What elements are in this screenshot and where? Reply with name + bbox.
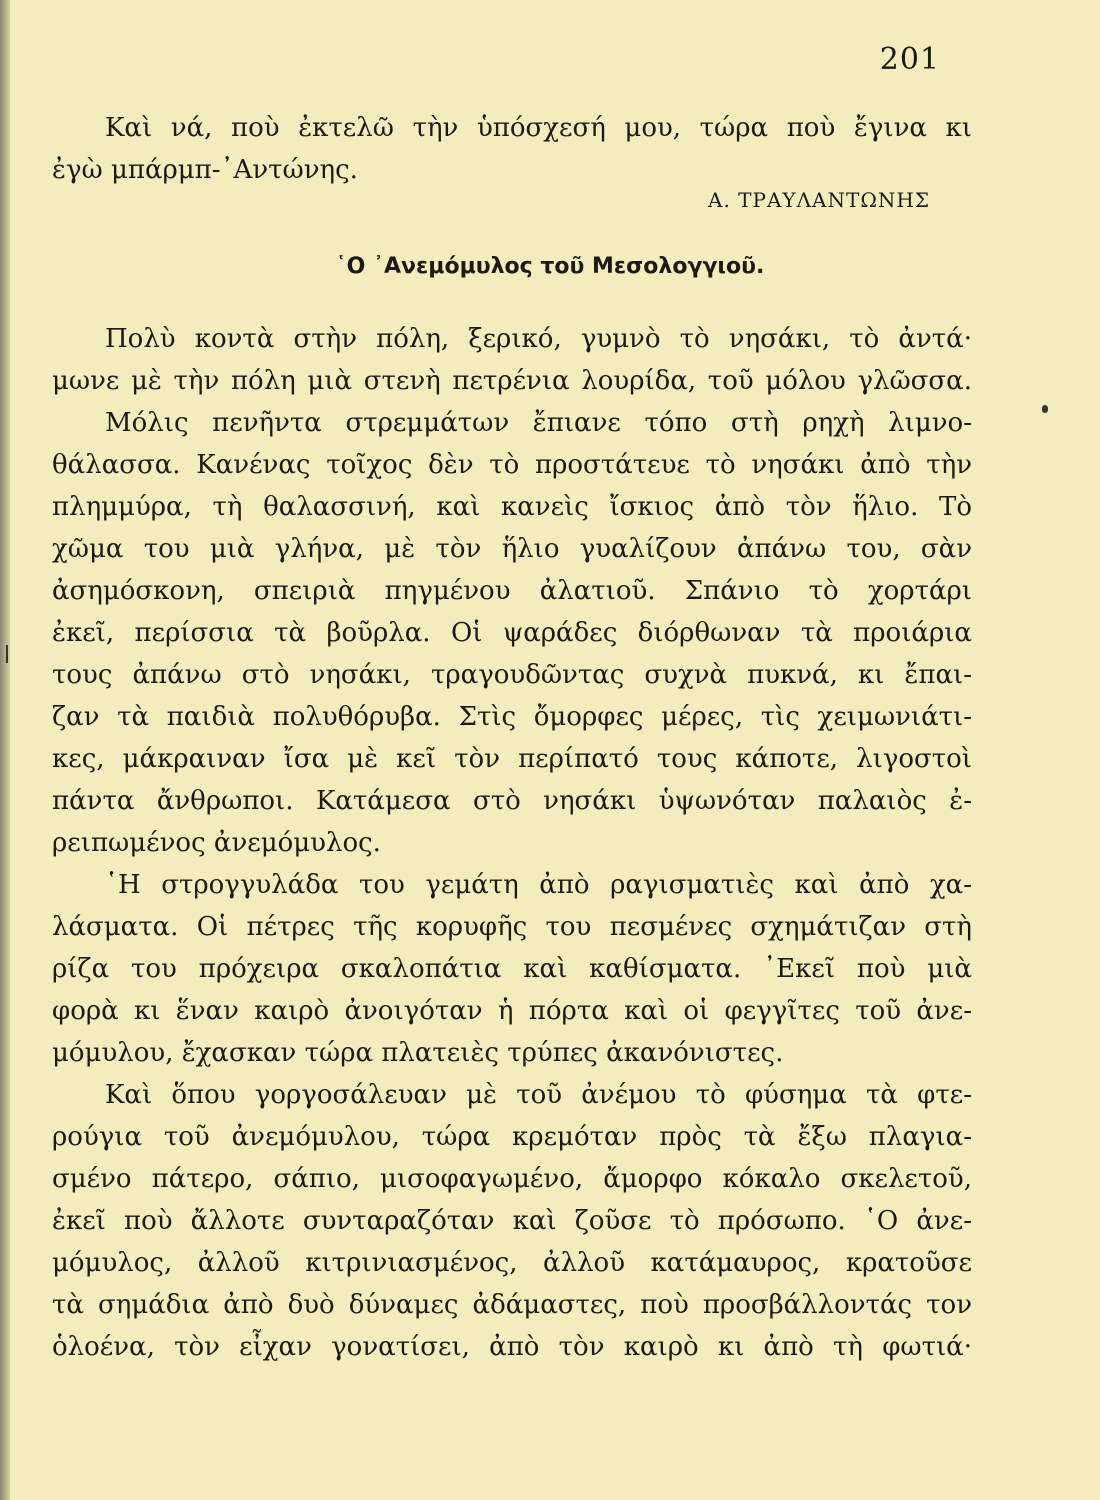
text-line: σμένο πάτερο, σάπιο, μισοφαγωμένο, ἄμορφο κόκαλο σκελετοῦ, — [52, 1164, 972, 1194]
text-line: ζαν τὰ παιδιὰ πολυθόρυβα. Στὶς ὄμορφες μέρες, τὶς χειμωνιάτι- — [52, 702, 972, 732]
text-line: μόμυλου, ἔχασκαν τώρα πλατειὲς τρύπες ἀκανόνιστες. — [52, 1038, 784, 1068]
text-line: θάλασσα. Κανένας τοῖχος δὲν τὸ προστάτευε τὸ νησάκι ἀπὸ τὴν — [52, 450, 972, 480]
margin-mark — [6, 645, 8, 663]
text-line: Μόλις πενῆντα στρεμμάτων ἔπιανε τόπο στὴ ρηχὴ λιμνο- — [105, 408, 972, 438]
section-title: ῾Ο ᾿Ανεμόμυλος τοῦ Μεσολογγιοῦ. — [335, 254, 765, 279]
text-line: τὰ σημάδια ἀπὸ δυὸ δύναμες ἀδάμαστες, ποὺ προσβάλλοντάς τον — [52, 1290, 972, 1320]
intro-line: ἐγὼ μπάρμπ-᾿Αντώνης. — [52, 155, 358, 185]
text-line: ρειπωμένος ἀνεμόμυλος. — [52, 828, 381, 858]
text-line: κες, μάκραιναν ἴσα μὲ κεῖ τὸν περίπατό τους κάποτε, λιγοστοὶ — [52, 744, 972, 774]
text-line: ἐκεῖ, περίσσια τὰ βοῦρλα. Οἱ ψαράδες διόρθωναν τὰ προιάρια — [52, 618, 972, 648]
text-line: χῶμα του μιὰ γλήνα, μὲ τὸν ἥλιο γυαλίζουν ἀπάνω του, σὰν — [52, 534, 972, 564]
author-signature: Α. ΤΡΑΥΛΑΝΤΩΝΗΣ — [708, 188, 930, 212]
ink-dot — [1042, 405, 1048, 413]
text-line: μόμυλος, ἀλλοῦ κιτρινιασμένος, ἀλλοῦ κατάμαυρος, κρατοῦσε — [52, 1248, 972, 1278]
text-line: ρίζα του πρόχειρα σκαλοπάτια καὶ καθίσματα. ᾿Εκεῖ ποὺ μιὰ — [52, 954, 972, 984]
text-line: μωνε μὲ τὴν πόλη μιὰ στενὴ πετρένια λουρίδα, τοῦ μόλου γλῶσσα. — [52, 366, 972, 396]
text-line: τους ἀπάνω στὸ νησάκι, τραγουδῶντας συχνὰ πυκνά, κι ἔπαι- — [52, 660, 972, 690]
text-line: ὁλοένα, τὸν εἶχαν γονατίσει, ἀπὸ τὸν καιρὸ κι ἀπὸ τὴ φωτιά· — [52, 1332, 972, 1362]
text-line: ἐκεῖ ποὺ ἄλλοτε συνταραζόταν καὶ ζοῦσε τὸ πρόσωπο. ῾Ο ἀνε- — [52, 1206, 972, 1236]
page-edge — [0, 0, 10, 1500]
page-number: 201 — [879, 42, 940, 77]
text-line: λάσματα. Οἱ πέτρες τῆς κορυφῆς του πεσμένες σχημάτιζαν στὴ — [52, 912, 972, 942]
text-line: πάντα ἄνθρωποι. Κατάμεσα στὸ νησάκι ὑψωνόταν παλαιὸς ἐ- — [52, 786, 972, 816]
text-line: Καὶ ὅπου γοργοσάλευαν μὲ τοῦ ἀνέμου τὸ φύσημα τὰ φτε- — [105, 1080, 972, 1110]
text-line: φορὰ κι ἕναν καιρὸ ἀνοιγόταν ἡ πόρτα καὶ οἱ φεγγῖτες τοῦ ἀνε- — [52, 996, 972, 1026]
text-line: ῾Η στρογγυλάδα του γεμάτη ἀπὸ ραγισματιὲς καὶ ἀπὸ χα- — [105, 870, 972, 900]
intro-line: Καὶ νά, ποὺ ἐκτελῶ τὴν ὑπόσχεσή μου, τώρα ποὺ ἔγινα κι — [105, 113, 972, 143]
text-line: πλημμύρα, τὴ θαλασσινή, καὶ κανεὶς ἴσκιος ἀπὸ τὸν ἥλιο. Τὸ — [52, 492, 972, 522]
text-line: ἀσημόσκονη, σπειριὰ πηγμένου ἀλατιοῦ. Σπάνιο τὸ χορτάρι — [52, 576, 972, 606]
text-line: Πολὺ κοντὰ στὴν πόλη, ξερικό, γυμνὸ τὸ νησάκι, τὸ ἀντά· — [105, 324, 972, 354]
text-line: ρούγια τοῦ ἀνεμόμυλου, τώρα κρεμόταν πρὸς τὰ ἔξω πλαγια- — [52, 1122, 972, 1152]
